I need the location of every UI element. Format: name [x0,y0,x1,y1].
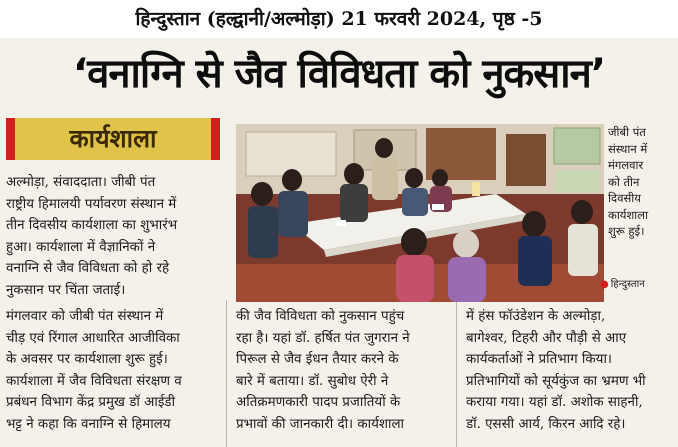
article-line: रहा है। यहां डॉ. हर्षित पंत जुगरान ने [236,330,410,346]
article-line: प्रभावों की जानकारी दी। कार्यशाला [236,416,405,432]
article-column-2 [236,306,450,435]
column-divider [456,300,457,447]
caption-line: को तीन [608,174,640,189]
article-line: वनाग्नि से जैव विविधता को हो रहे [6,261,170,276]
article-column-1-top [6,172,218,301]
caption-line: कार्यशाला [608,207,649,222]
caption-line: दिवसीय [608,191,641,205]
article-line: में हंस फॉउंडेशन के अल्मोड़ा, [466,309,606,324]
article-line: अल्मोड़ा, संवाददाता। जीबी पंत [6,175,156,190]
article-line: की जैव विविधता को नुकसान पहुंच [236,309,405,324]
column-divider [226,300,227,447]
article-line: अतिक्रमणकारी पादप प्रजातियों के [236,395,401,410]
article-line: डॉ. एससी आर्य, किरन आदि रहे। [466,416,626,432]
photo-credit [600,276,678,292]
workshop-photo-illustration [236,124,604,302]
article-line: कराया गया। यहां डॉ. अशोक साहनी, [466,395,643,410]
caption-line: जीबी पंत [608,125,646,139]
article-line: हुआ। कार्यशाला में वैज्ञानिकों ने [6,239,156,255]
article-line: बागेश्वर, टिहरी और पौड़ी से आए [466,330,627,346]
article-line: पिरूल से जैव ईधन तैयार करने के [236,352,399,367]
article-line: मंगलवार को जीबी पंत संस्थान में [6,309,164,324]
article-column-3 [466,306,676,435]
credit-bullet-icon: ● [600,279,609,290]
article-line: भट्ट ने कहा कि वनाग्नि से हिमालय [6,416,171,432]
section-banner-label: कार्यशाला [69,124,157,153]
photo-credit-label: हिन्दुस्तान [610,279,645,290]
article-line: चीड़ एवं रिंगाल आधारित आजीविका [6,330,180,346]
article-line: नुकसान पर चिंता जताई। [6,282,126,298]
caption-line: शुरू हुई। [608,224,645,238]
article-line: कार्यशाला में जैव विविधता संरक्षण व [6,373,182,389]
section-banner [6,118,220,160]
article-line: राष्ट्रीय हिमालयी पर्यावरण संस्थान में [6,196,177,212]
article-line: कार्यकर्ताओं ने प्रतिभाग किया। [466,352,612,367]
headline: ‘वनाग्नि से जैव विविधता को नुकसान’ [72,51,606,97]
caption-line: संस्थान में [608,141,648,156]
caption-line: मंगलवार [608,158,644,172]
masthead: हिन्दुस्तान (हल्द्वानी/अल्मोड़ा) 21 फरवरी 2024, पृष्ठ -5 [135,8,543,30]
article-line: प्रबंधन विभाग केंद्र प्रमुख डॉ आईडी [6,395,176,410]
article-line: के अवसर पर कार्यशाला शुरू हुई। [6,352,168,367]
article-line: बारे में बताया। डॉ. सुबोध ऐरी ने [236,373,389,389]
article-line: प्रतिभागियों को सूर्यकुंज का भ्रमण भी [466,373,646,389]
workshop-photo [236,124,604,302]
article-line: तीन दिवसीय कार्यशाला का शुभारंभ [6,218,178,233]
article-column-1-bottom [6,306,218,435]
